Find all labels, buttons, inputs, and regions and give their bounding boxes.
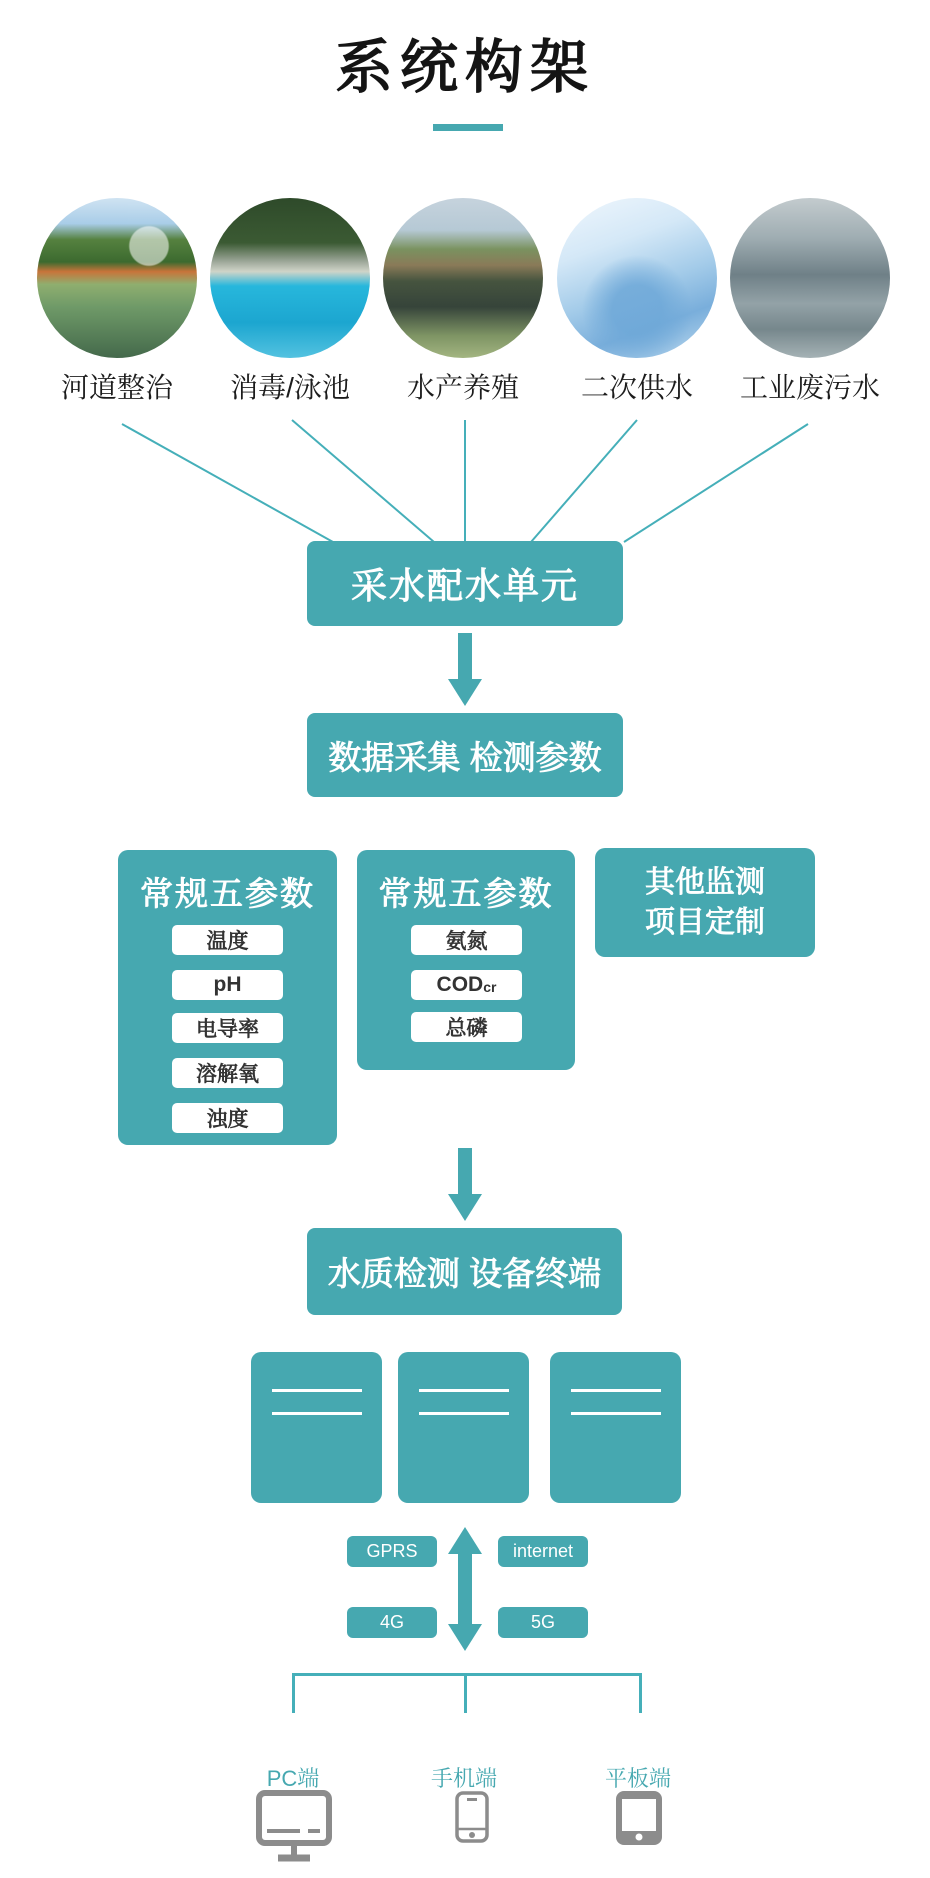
parameter-pill-ammonia: 氨氮 (411, 925, 522, 955)
terminal-label-tablet: 平板端 (604, 1766, 671, 1791)
device-line (272, 1412, 362, 1415)
parameter-pill-dissolved-oxygen: 溶解氧 (172, 1058, 283, 1088)
device-line (419, 1389, 509, 1392)
parameter-pill-temperature: 温度 (172, 925, 283, 955)
bracket-line (292, 1673, 642, 1676)
device-line (571, 1412, 661, 1415)
monitor-icon (256, 1790, 332, 1864)
parameter-group-chemistry (357, 850, 575, 1070)
down-arrow-icon (448, 633, 482, 706)
parameter-pill-total-phosphorus: 总磷 (411, 1012, 522, 1042)
group-title: 常规五参数 (378, 875, 554, 912)
device-card (251, 1352, 382, 1503)
net-tag-5g: 5G (498, 1607, 588, 1638)
parameter-group-custom (595, 848, 815, 957)
bracket-tick-center (464, 1673, 467, 1713)
scene-label-supply: 二次供水 (580, 372, 693, 403)
device-card (550, 1352, 681, 1503)
scene-label-aquaculture: 水产养殖 (406, 372, 519, 403)
cod-sub-text: cr (483, 979, 497, 995)
custom-group-line1: 其他监测 (645, 865, 765, 899)
data-acquisition-box: 数据采集 检测参数 (307, 713, 623, 797)
smartphone-icon (455, 1791, 489, 1843)
scene-label-river: 河道整治 (60, 372, 173, 403)
terminal-label-pc: PC端 (266, 1766, 320, 1791)
group-title: 常规五参数 (140, 875, 315, 912)
cod-main-text: COD (436, 973, 484, 996)
device-card (398, 1352, 529, 1503)
device-line (272, 1389, 362, 1392)
net-tag-4g: 4G (347, 1607, 437, 1638)
parameter-pill-turbidity: 浊度 (172, 1103, 283, 1133)
scene-label-pool: 消毒/泳池 (230, 372, 350, 403)
net-tag-gprs: GPRS (347, 1536, 437, 1567)
up-down-arrow-icon (448, 1527, 482, 1651)
bracket-tick-right (639, 1673, 642, 1713)
collect-water-unit-box: 采水配水单元 (307, 541, 623, 626)
device-line (419, 1412, 509, 1415)
bracket-tick-left (292, 1673, 295, 1713)
custom-group-line2: 项目定制 (645, 905, 765, 939)
page-title: 系统构架 (334, 35, 595, 100)
parameter-pill-ph: pH (172, 970, 283, 1000)
down-arrow-icon (448, 1148, 482, 1221)
terminal-label-phone: 手机端 (430, 1766, 497, 1791)
detection-terminal-box: 水质检测 设备终端 (307, 1228, 622, 1315)
scene-label-industrial: 工业废污水 (739, 372, 880, 403)
net-tag-internet: internet (498, 1536, 588, 1567)
converging-lines (0, 0, 930, 560)
tablet-icon (616, 1791, 662, 1845)
parameter-group-five-basic (118, 850, 337, 1145)
parameter-pill-cod (411, 970, 522, 1000)
parameter-pill-conductivity: 电导率 (172, 1013, 283, 1043)
device-line (571, 1389, 661, 1392)
